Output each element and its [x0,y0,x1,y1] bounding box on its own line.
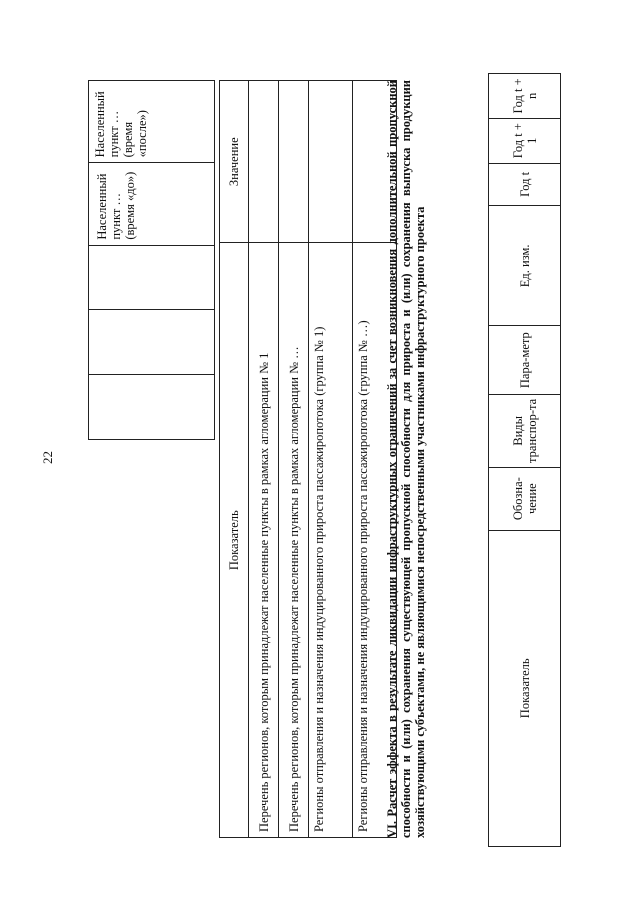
section-heading: VI. Расчет эффекта в результате ликвидации инфраструктурных ограничений за счет возникновения дополнительной пропускной способности и (или) сохранения существующей пропускной способности для прироста и (или) сохранения выпуска продукции хозяйствующими субъектами, не являющимися непосредственными участниками инфраструктурного проекта [385,80,427,838]
value-header: Значение [220,81,249,243]
settlement-header-cell [89,310,215,375]
value-cell [309,81,353,243]
settlement-table [88,80,215,440]
indicators-table [219,80,397,838]
page-number: 22 [40,451,55,464]
header-unit: Ед. изм. [489,206,561,326]
header-transport-types: Виды транспор-та [489,394,561,467]
indicator-row: Перечень регионов, которым принадлежат населенные пункты в рамках агломерации № … [279,243,309,838]
settlement-after-header: Населенный пункт … (время «после») [89,81,215,163]
indicator-row: Регионы отправления и назначения индуцированного прироста пассажиропотока (группа № …) [353,243,397,838]
value-cell [279,81,309,243]
header-indicator: Показатель [489,530,561,846]
settlement-header-cell [89,245,215,310]
header-designation: Обозна-чение [489,467,561,530]
header-parameter: Пара-метр [489,326,561,395]
header-year-t: Год t [489,163,561,206]
value-cell [249,81,279,243]
header-year-tn: Год t + n [489,74,561,119]
settlement-before-header: Населенный пункт … (время «до») [89,163,215,245]
settlement-header-cell [89,375,215,440]
header-year-t1: Год t + 1 [489,118,561,163]
indicator-row: Регионы отправления и назначения индуцированного прироста пассажиропотока (группа № 1) [309,243,353,838]
indicator-row: Перечень регионов, которым принадлежат населенные пункты в рамках агломерации № 1 [249,243,279,838]
effect-table [488,73,561,847]
indicator-header: Показатель [220,243,249,838]
